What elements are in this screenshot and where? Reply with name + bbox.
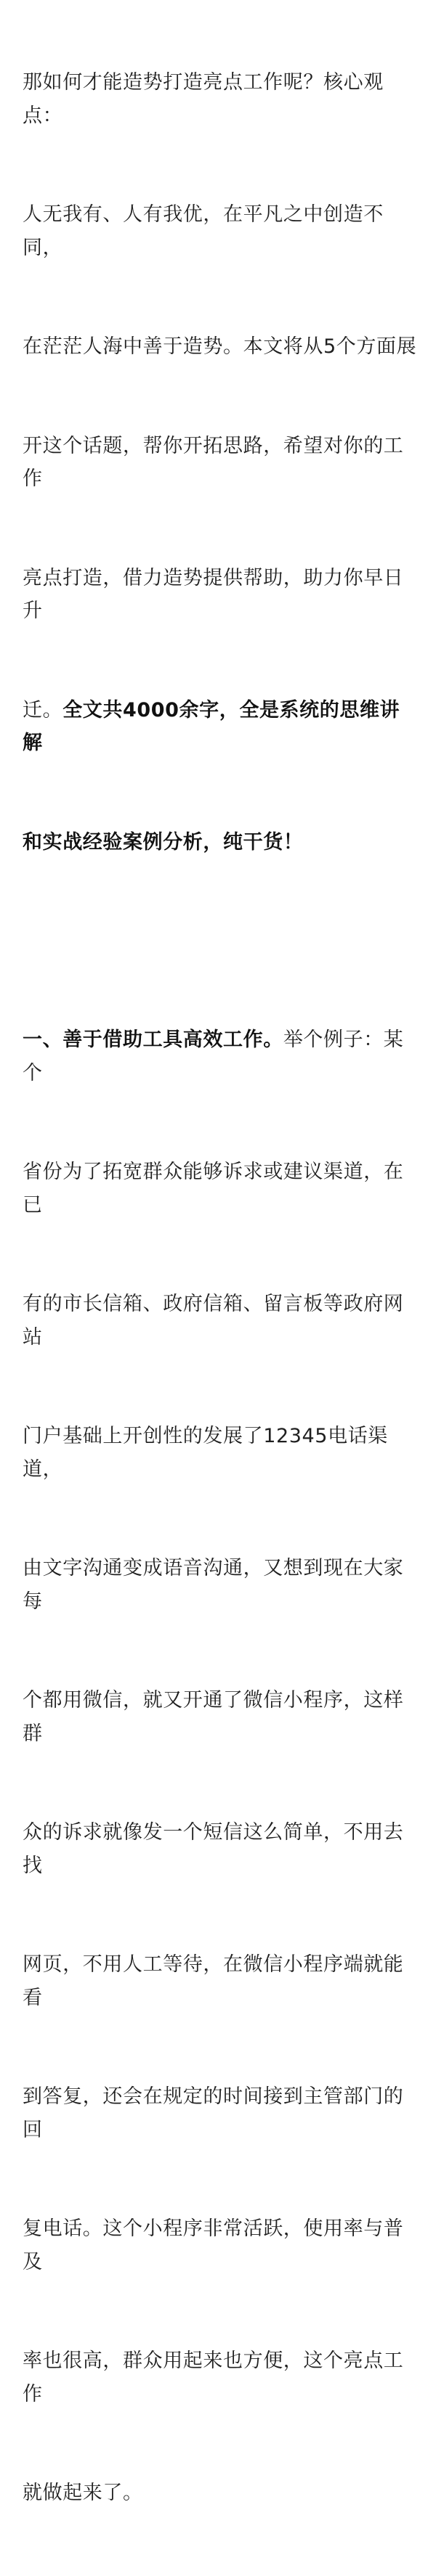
article-body <box>23 0 419 2576</box>
text-line: 有的市长信箱、政府信箱、留言板等政府网站 <box>23 1293 404 1349</box>
text-line: 率也很高，群众用起来也方便，这个亮点工作 <box>23 2350 404 2405</box>
text-line-mixed <box>23 1023 419 1089</box>
section-one-paragraph <box>23 957 419 2576</box>
text-line: 在茫茫人海中善于造势。本文将从5个方面展 <box>23 335 417 358</box>
text-line: 由文字沟通变成语音沟通，又想到现在大家每 <box>23 1557 404 1613</box>
text-line: 开这个话题，帮你开拓思路，希望对你的工作 <box>23 434 404 490</box>
section-heading: 一、善于借助工具高效工作。 <box>23 1029 283 1051</box>
text-line: 网页，不用人工等待，在微信小程序端就能看 <box>23 1953 404 2009</box>
text-span: 迁。 <box>23 698 63 721</box>
bold-highlight: 全文共4000余字，全是系统的思维讲解 <box>23 698 400 754</box>
text-line: 门户基础上开创性的发展了12345电话渠道， <box>23 1425 388 1481</box>
text-line: 省份为了拓宽群众能够诉求或建议渠道，在已 <box>23 1161 404 1217</box>
text-span: 举个例子：某个 <box>23 1029 404 1084</box>
bold-highlight-line: 和实战经验案例分析，纯干货！ <box>23 830 304 854</box>
text-line-mixed <box>23 694 419 760</box>
text-line: 众的诉求就像发一个短信这么简单，不用去找 <box>23 1821 404 1877</box>
text-line: 复电话。这个小程序非常活跃，使用率与普及 <box>23 2217 404 2273</box>
text-line: 就做起来了。 <box>23 2482 143 2504</box>
intro-paragraph <box>23 0 419 925</box>
text-line: 到答复，还会在规定的时间接到主管部门的回 <box>23 2085 404 2141</box>
text-line: 那如何才能造势打造亮点工作呢？核心观点： <box>23 71 384 127</box>
text-line: 人无我有、人有我优，在平凡之中创造不同， <box>23 203 384 259</box>
text-line: 个都用微信，就又开通了微信小程序，这样群 <box>23 1689 404 1745</box>
text-line: 亮点打造，借力造势提供帮助，助力你早日升 <box>23 566 404 622</box>
